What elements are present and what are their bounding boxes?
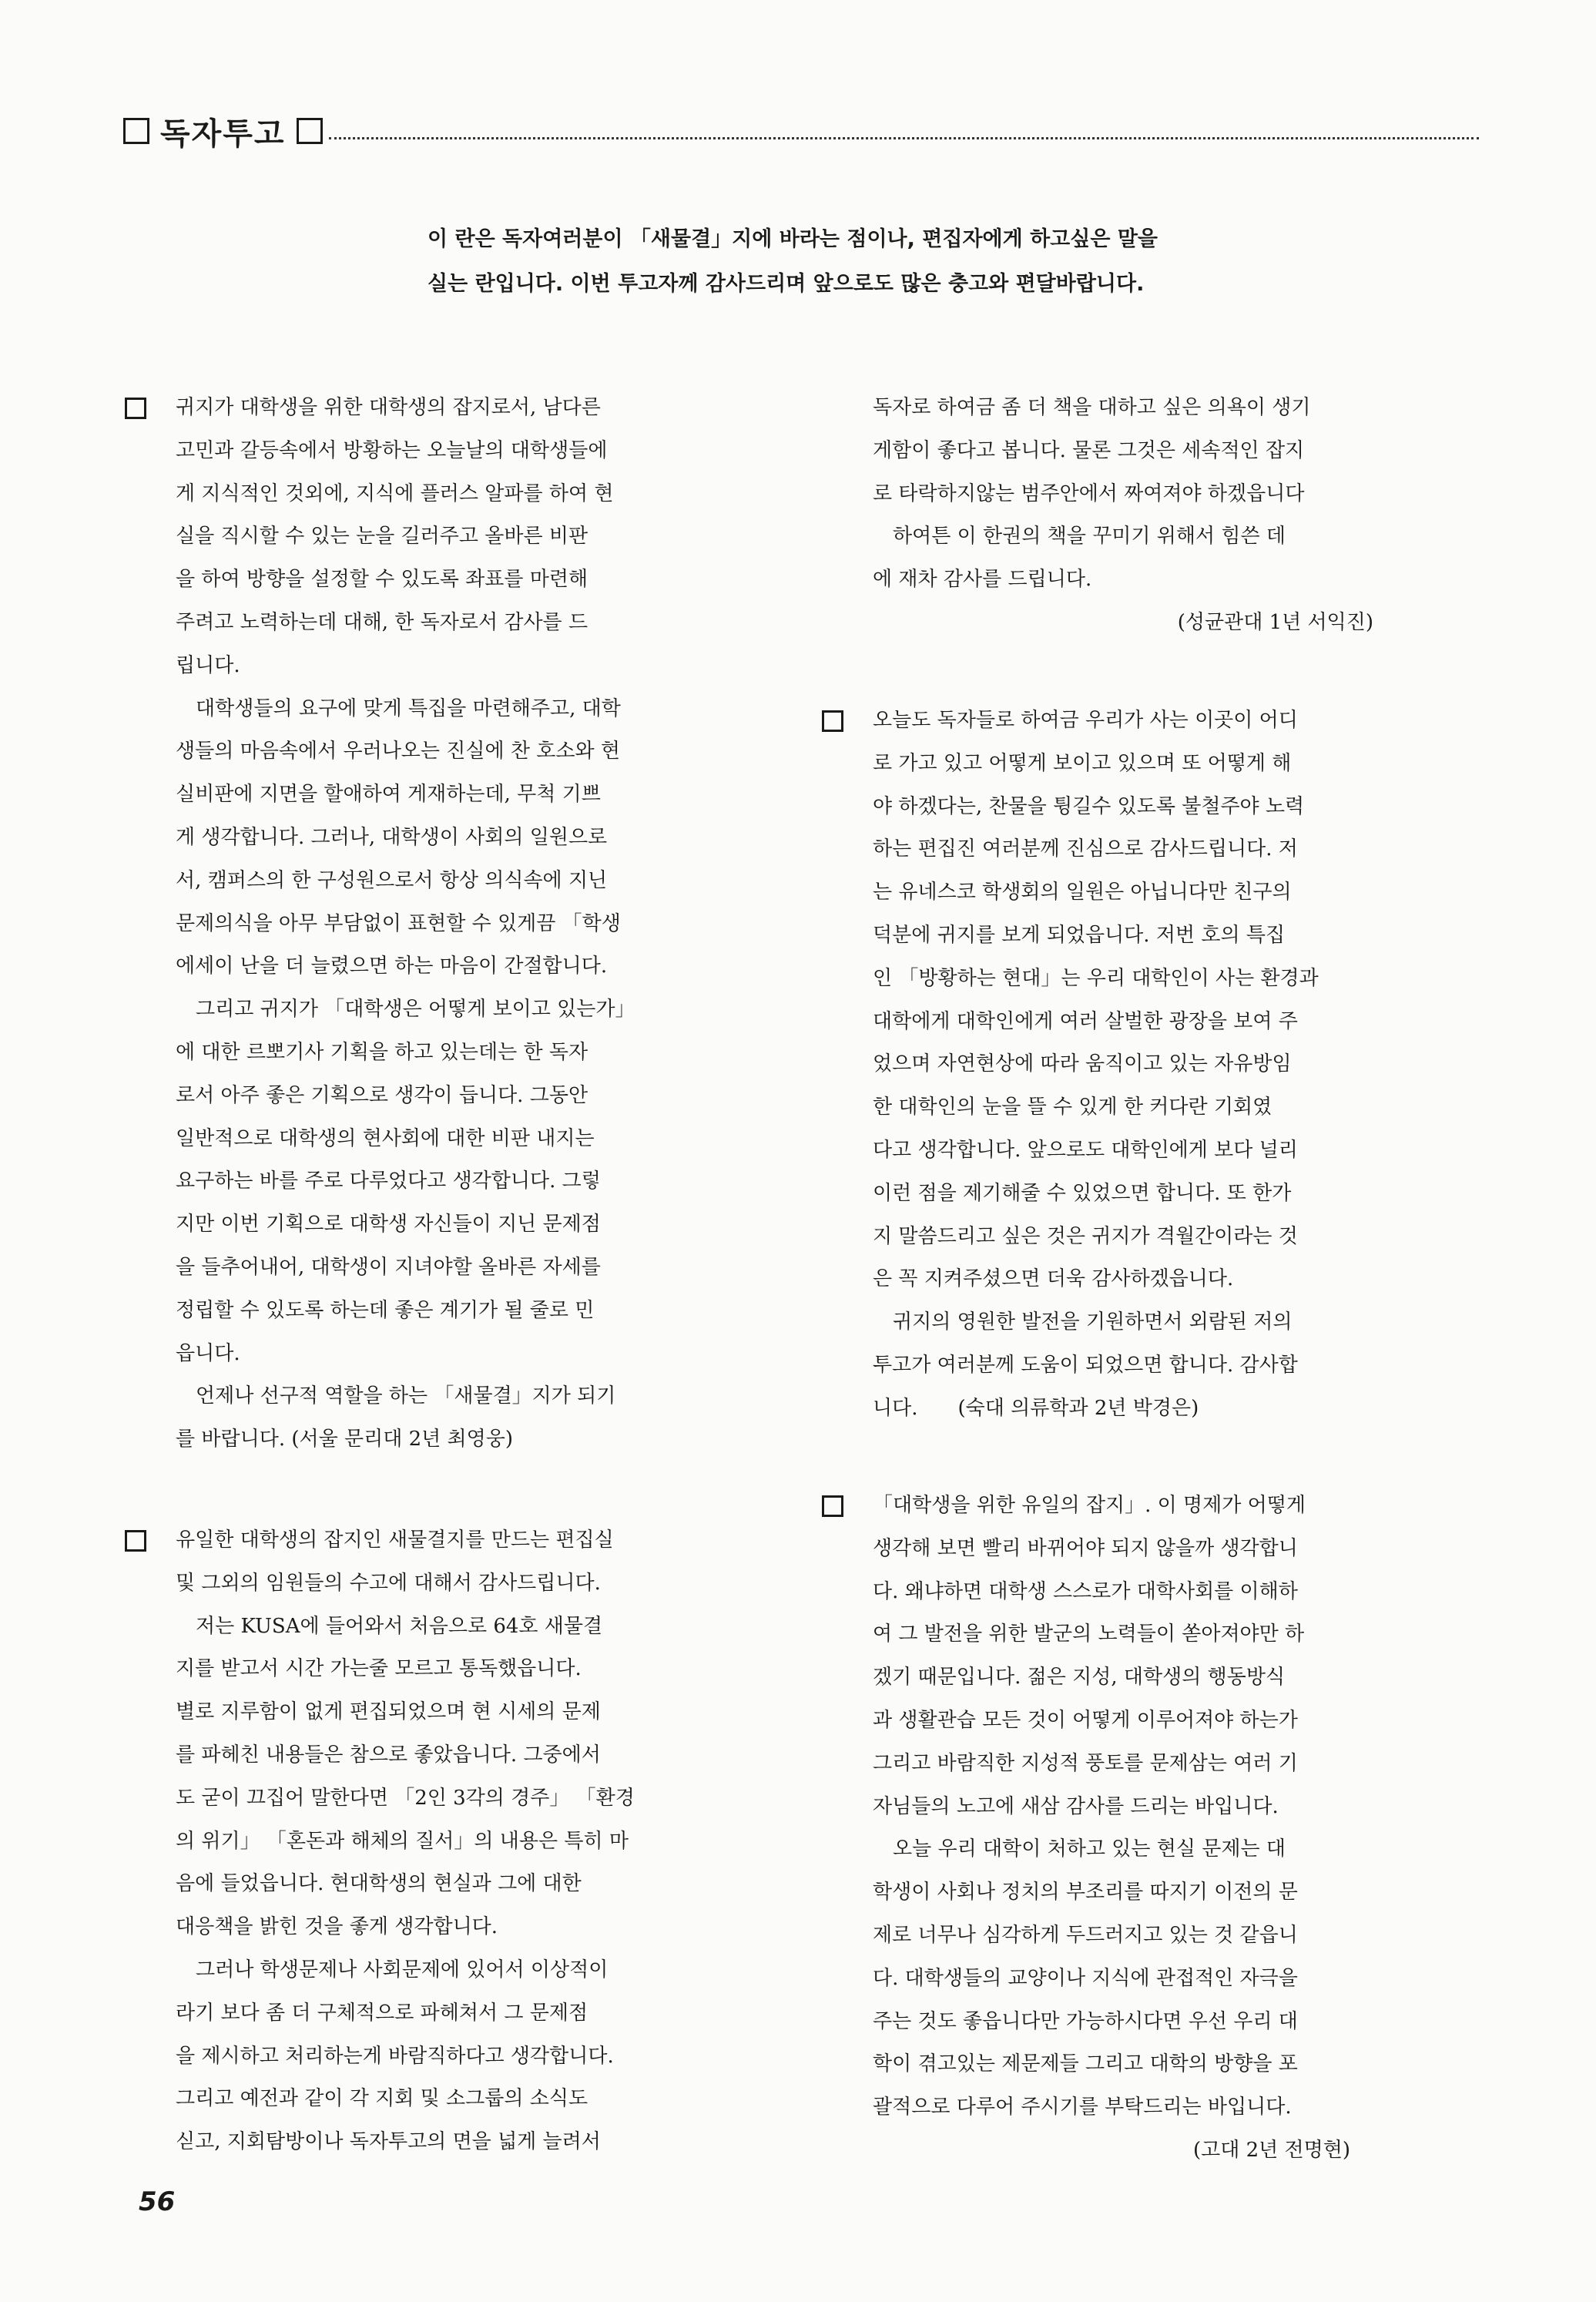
letter-bullet xyxy=(822,710,843,732)
intro-note xyxy=(428,217,1437,307)
text-line: 겠기 때문입니다. 젊은 지성, 대학생의 행동방식 xyxy=(873,1666,1286,1690)
text-line: 한 대학인의 눈을 뜰 수 있게 한 커다란 기회였 xyxy=(873,1096,1272,1119)
text-line: 제로 너무나 심각하게 두드러지고 있는 것 같읍니 xyxy=(873,1923,1298,1947)
text-line: 「대학생을 위한 유일의 잡지」. 이 명제가 어떻게 xyxy=(873,1494,1306,1517)
section-title: 독자투고 xyxy=(160,116,286,152)
text-line: 및 그외의 임원들의 수고에 대해서 감사드립니다. xyxy=(176,1571,601,1595)
text-line: 다. 왜냐하면 대학생 스스로가 대학사회를 이해하 xyxy=(873,1579,1298,1603)
text-line: 은 꼭 지켜주셨으면 더욱 감사하겠읍니다. xyxy=(873,1267,1234,1291)
text-line: 여 그 발전을 위한 발군의 노력들이 쏟아져야만 하 xyxy=(873,1622,1305,1646)
text-line: 라기 보다 좀 더 구체적으로 파헤쳐서 그 문제점 xyxy=(176,2001,588,2025)
text-line: 을 들추어내어, 대학생이 지녀야할 올바른 자세를 xyxy=(176,1255,601,1279)
text-line: 니다. (숙대 의류학과 2년 박경은) xyxy=(873,1396,1199,1420)
text-line: 학이 겪고있는 제문제들 그리고 대학의 방향을 포 xyxy=(873,2052,1298,2076)
letter-2 xyxy=(176,1519,792,2164)
text-line: 야 하겠다는, 찬물을 튕길수 있도록 불철주야 노력 xyxy=(873,794,1305,818)
text-line: 괄적으로 다루어 주시기를 부탁드리는 바입니다. xyxy=(873,2096,1292,2119)
text-line: 주는 것도 좋읍니다만 가능하시다면 우선 우리 대 xyxy=(873,2009,1298,2033)
signature: (고대 2년 전명현) xyxy=(1192,2138,1350,2162)
text-line: 대학에게 대학인에게 여러 살벌한 광장을 보여 주 xyxy=(873,1009,1298,1033)
text-line: 지 말씀드리고 싶은 것은 귀지가 격월간이라는 것 xyxy=(873,1224,1298,1248)
text-line: 에 대한 르뽀기사 기획을 하고 있는데는 한 독자 xyxy=(176,1040,588,1064)
text-line: 대학생들의 요구에 맞게 특집을 마련해주고, 대학 xyxy=(176,696,621,720)
text-line: 는 유네스코 학생회의 일원은 아닙니다만 친구의 xyxy=(873,881,1292,904)
letter-3 xyxy=(873,700,1466,1431)
text-line: 일반적으로 대학생의 현사회에 대한 비판 내지는 xyxy=(176,1126,595,1150)
text-line: 언제나 선구적 역할을 하는 「새물결」지가 되기 xyxy=(176,1384,616,1408)
text-line: 자님들의 노고에 새삼 감사를 드리는 바입니다. xyxy=(873,1794,1279,1818)
text-line: 실비판에 지면을 할애하여 게재하는데, 무척 기쁘 xyxy=(176,783,601,807)
intro-line: 이 란은 독자여러분이 「새물결」지에 바라는 점이나, 편집자에게 하고싶은 말을 xyxy=(428,227,1158,251)
text-line: 그리고 예전과 같이 각 지회 및 소그룹의 소식도 xyxy=(176,2087,588,2111)
text-line: 오늘도 독자들로 하여금 우리가 사는 이곳이 어디 xyxy=(873,709,1298,732)
text-line: 었으며 자연현상에 따라 움직이고 있는 자유방임 xyxy=(873,1052,1292,1076)
text-line: 주려고 노력하는데 대해, 한 독자로서 감사를 드 xyxy=(176,610,588,634)
text-line: 그리고 귀지가 「대학생은 어떻게 보이고 있는가」 xyxy=(176,998,635,1022)
text-line: 도 굳이 끄집어 말한다면 「2인 3각의 경주」 「환경 xyxy=(176,1786,635,1810)
text-line: 의 위기」 「혼돈과 해체의 질서」의 내용은 특히 마 xyxy=(176,1829,629,1853)
text-line: 덕분에 귀지를 보게 되었읍니다. 저번 호의 특집 xyxy=(873,923,1286,947)
text-line: 저는 KUSA에 들어와서 처음으로 64호 새물결 xyxy=(176,1614,603,1638)
page-number: 56 xyxy=(139,2186,176,2217)
text-line: 읍니다. xyxy=(176,1341,240,1365)
text-line: 실을 직시할 수 있는 눈을 길러주고 올바른 비판 xyxy=(176,525,588,549)
text-line: 로 타락하지않는 범주안에서 짜여져야 하겠읍니다 xyxy=(873,482,1305,505)
text-line: 을 제시하고 처리하는게 바람직하다고 생각합니다. xyxy=(176,2044,614,2068)
text-line: 지만 이번 기획으로 대학생 자신들이 지닌 문제점 xyxy=(176,1213,601,1237)
letter-1-continued xyxy=(873,387,1466,602)
right-column-lower xyxy=(873,1485,1466,2173)
text-line: 생들의 마음속에서 우러나오는 진실에 찬 호소와 현 xyxy=(176,740,621,763)
text-line: 로서 아주 좋은 기획으로 생각이 듭니다. 그동안 xyxy=(176,1083,588,1107)
text-line: 로 가고 있고 어떻게 보이고 있으며 또 어떻게 해 xyxy=(873,751,1292,775)
text-line: 정립할 수 있도록 하는데 좋은 계기가 될 줄로 민 xyxy=(176,1298,595,1322)
text-line: 를 바랍니다. (서울 문리대 2년 최영웅) xyxy=(176,1428,514,1451)
section-header xyxy=(123,109,1479,153)
text-line: 음에 들었읍니다. 현대학생의 현실과 그에 대한 xyxy=(176,1872,582,1896)
header-box-right xyxy=(297,118,323,144)
text-line: 귀지의 영원한 발전을 기원하면서 외람된 저의 xyxy=(873,1310,1293,1334)
intro-line: 실는 란입니다. 이번 투고자께 감사드리며 앞으로도 많은 충고와 편달바랍니다. xyxy=(428,272,1145,296)
text-line: 투고가 여러분께 도움이 되었으면 합니다. 감사합 xyxy=(873,1353,1298,1377)
right-column xyxy=(873,387,1466,645)
text-line: 대응책을 밝힌 것을 좋게 생각합니다. xyxy=(176,1915,498,1939)
text-line: 다. 대학생들의 교양이나 지식에 관접적인 자극을 xyxy=(873,1966,1298,1990)
text-line: 하여튼 이 한권의 책을 꾸미기 위해서 힘쓴 데 xyxy=(873,525,1286,549)
header-box-left xyxy=(123,118,149,144)
text-line: 에 재차 감사를 드립니다. xyxy=(873,568,1092,592)
text-line: 게함이 좋다고 봅니다. 물론 그것은 세속적인 잡지 xyxy=(873,438,1305,462)
text-line: 학생이 사회나 정치의 부조리를 따지기 이전의 문 xyxy=(873,1881,1298,1904)
text-line: 문제의식을 아무 부담없이 표현할 수 있게끔 「학생 xyxy=(176,911,621,935)
text-line: 그리고 바람직한 지성적 풍토를 문제삼는 여러 기 xyxy=(873,1751,1298,1775)
text-line: 과 생활관습 모든 것이 어떻게 이루어져야 하는가 xyxy=(873,1708,1298,1732)
text-line: 립니다. xyxy=(176,653,240,677)
letter-bullet xyxy=(125,398,146,419)
text-line: 요구하는 바를 주로 다루었다고 생각합니다. 그렇 xyxy=(176,1169,601,1193)
signature: (성균관대 1년 서익진) xyxy=(1177,610,1373,634)
text-line: 독자로 하여금 좀 더 책을 대하고 싶은 의욕이 생기 xyxy=(873,396,1311,419)
text-line: 유일한 대학생의 잡지인 새물결지를 만드는 편집실 xyxy=(176,1529,614,1552)
text-line: 고민과 갈등속에서 방황하는 오늘날의 대학생들에 xyxy=(176,438,608,462)
text-line: 싣고, 지회탐방이나 독자투고의 면을 넓게 늘려서 xyxy=(176,2130,601,2154)
text-line: 지를 받고서 시간 가는줄 모르고 통독했읍니다. xyxy=(176,1657,582,1681)
text-line: 를 파헤친 내용들은 참으로 좋았읍니다. 그중에서 xyxy=(176,1743,601,1767)
left-column xyxy=(176,387,792,1461)
text-line: 오늘 우리 대학이 처하고 있는 현실 문제는 대 xyxy=(873,1837,1286,1861)
text-line: 게 생각합니다. 그러나, 대학생이 사회의 일원으로 xyxy=(176,825,608,849)
letter-bullet xyxy=(125,1530,146,1552)
text-line: 하는 편집진 여러분께 진심으로 감사드립니다. 저 xyxy=(873,837,1298,861)
letter-1 xyxy=(176,387,792,1461)
text-line: 귀지가 대학생을 위한 대학생의 잡지로서, 남다른 xyxy=(176,396,601,419)
text-line: 에세이 난을 더 늘렸으면 하는 마음이 간절합니다. xyxy=(176,955,608,978)
text-line: 인 「방황하는 현대」는 우리 대학인이 사는 환경과 xyxy=(873,966,1319,990)
left-column-lower xyxy=(176,1519,792,2164)
text-line: 다고 생각합니다. 앞으로도 대학인에게 보다 널리 xyxy=(873,1138,1298,1162)
text-line: 생각해 보면 빨리 바뀌어야 되지 않을까 생각합니 xyxy=(873,1536,1298,1560)
letter-bullet xyxy=(822,1495,843,1517)
header-dotted-rule xyxy=(329,137,1479,139)
text-line: 그러나 학생문제나 사회문제에 있어서 이상적이 xyxy=(176,1958,609,1982)
letter-4 xyxy=(873,1485,1466,2129)
text-line: 을 하여 방향을 설정할 수 있도록 좌표를 마련해 xyxy=(176,568,588,592)
right-column-mid xyxy=(873,700,1466,1431)
text-line: 게 지식적인 것외에, 지식에 플러스 알파를 하여 현 xyxy=(176,482,614,505)
text-line: 서, 캠퍼스의 한 구성원으로서 항상 의식속에 지닌 xyxy=(176,868,608,892)
text-line: 별로 지루함이 없게 편집되었으며 현 시세의 문제 xyxy=(176,1700,601,1724)
text-line: 이런 점을 제기해줄 수 있었으면 합니다. 또 한가 xyxy=(873,1181,1292,1205)
